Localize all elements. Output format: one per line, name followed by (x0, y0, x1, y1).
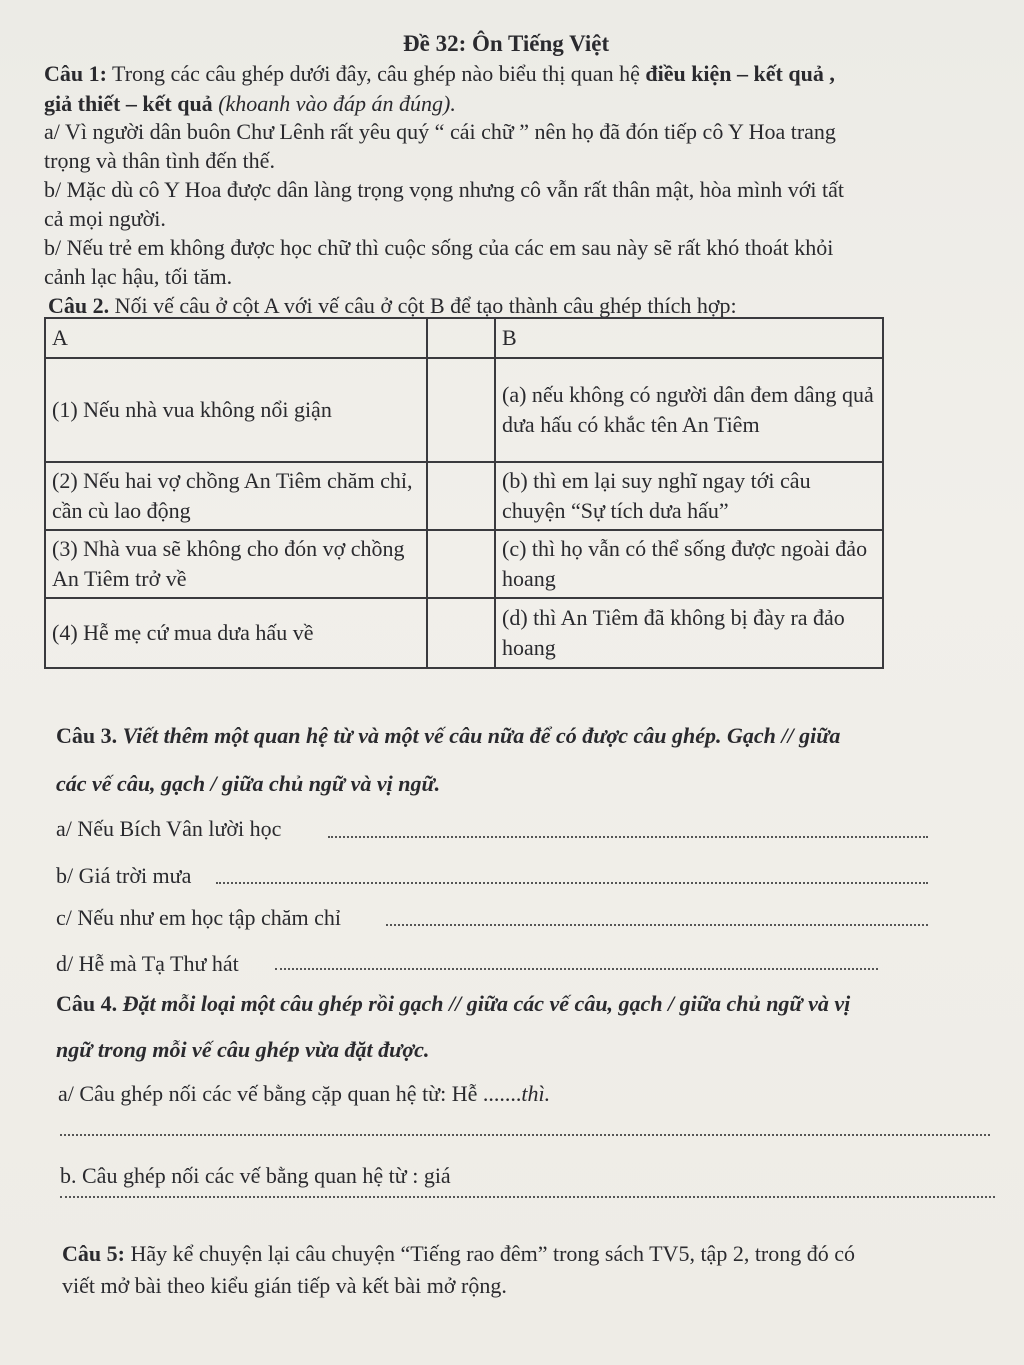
spacer-cell (427, 462, 495, 530)
q5-line2: viết mở bài theo kiểu gián tiếp và kết bài mở rộng. (62, 1273, 507, 1298)
q1-label: Câu 1: (44, 61, 107, 86)
q1-option-b-line1: b/ Mặc dù cô Y Hoa được dân làng trọng vọng nhưng cô vẫn rất thân mật, hòa mình với tất (44, 177, 845, 202)
table-row (45, 358, 883, 462)
q3-item-a: a/ Nếu Bích Vân lười học (56, 816, 282, 841)
spacer-cell (427, 358, 495, 462)
col-b-cell: (c) thì họ vẫn có thể sống được ngoài đảo hoang (495, 530, 883, 598)
q1-option-a-line1: a/ Vì người dân buôn Chư Lênh rất yêu quý “ cái chữ ” nên họ đã đón tiếp cô Y Hoa trang (44, 119, 836, 144)
q5-text: Hãy kể chuyện lại câu chuyện “Tiếng rao đêm” trong sách TV5, tập 2, trong đó có (124, 1241, 856, 1266)
answer-line[interactable] (328, 836, 928, 838)
col-a-cell: (3) Nhà vua sẽ không cho đón vợ chồng An Tiêm trở về (45, 530, 427, 598)
q2-prompt (48, 292, 737, 320)
q4-label: Câu 4. (56, 991, 118, 1016)
q4-item-a (58, 1080, 550, 1108)
q3-item-c: c/ Nếu như em học tập chăm chỉ (56, 905, 341, 930)
col-a-cell: (1) Nếu nhà vua không nổi giận (45, 358, 427, 462)
col-a-cell: (2) Nếu hai vợ chồng An Tiêm chăm chỉ, cần cù lao động (45, 462, 427, 530)
table-row (45, 598, 883, 668)
col-b-header: B (495, 318, 883, 358)
page-title: Đề 32: Ôn Tiếng Việt (403, 31, 610, 56)
q4-item-a-then: thì. (521, 1081, 551, 1106)
q1-option-c-line2: cảnh lạc hậu, tối tăm. (44, 264, 233, 289)
matching-table (44, 317, 884, 669)
col-b-cell: (a) nếu không có người dân đem dâng quả dưa hấu có khắc tên An Tiêm (495, 358, 883, 462)
q1-instruction: (khoanh vào đáp án đúng). (212, 91, 456, 116)
q3-item-b: b/ Giá trời mưa (56, 863, 192, 888)
col-b-cell: (d) thì An Tiêm đã không bị đày ra đảo hoang (495, 598, 883, 668)
q3-label: Câu 3. (56, 723, 118, 748)
q4-prompt-line2: ngữ trong mỗi vế câu ghép vừa đặt được. (56, 1037, 430, 1062)
q3-prompt-line1 (56, 722, 840, 750)
spacer-cell (427, 318, 495, 358)
spacer-cell (427, 530, 495, 598)
col-a-cell: (4) Hễ mẹ cứ mua dưa hấu về (45, 598, 427, 668)
q4-item-a-text: a/ Câu ghép nối các vế bằng cặp quan hệ từ: Hễ (58, 1081, 483, 1106)
table-row (45, 530, 883, 598)
q1-option-c-line1: b/ Nếu trẻ em không được học chữ thì cuộc sống của các em sau này sẽ rất khó thoát khỏi (44, 235, 834, 260)
table-header-row (45, 318, 883, 358)
q5-label: Câu 5: (62, 1241, 125, 1266)
spacer-cell (427, 598, 495, 668)
answer-line[interactable] (386, 924, 928, 926)
q2-prompt-text: Nối vế câu ở cột A với vế câu ở cột B để tạo thành câu ghép thích hợp: (109, 293, 737, 318)
q5-line1 (62, 1240, 855, 1268)
q1-prompt-line2 (44, 90, 456, 118)
q4-item-b: b. Câu ghép nối các vế bằng quan hệ từ : giá (60, 1163, 451, 1188)
answer-line[interactable] (60, 1196, 995, 1198)
q1-option-b-line2: cả mọi người. (44, 206, 166, 231)
q1-prompt-line1 (44, 60, 835, 88)
q3-prompt: Viết thêm một quan hệ từ và một vế câu nữa để có được câu ghép. Gạch // giữa (117, 723, 841, 748)
q4-prompt: Đặt mỗi loại một câu ghép rồi gạch // giữa các vế câu, gạch / giữa chủ ngữ và vị (117, 991, 851, 1016)
table-row (45, 462, 883, 530)
q3-item-d: d/ Hễ mà Tạ Thư hát (56, 951, 239, 976)
q2-label: Câu 2. (48, 293, 110, 318)
q1-prompt: Trong các câu ghép dưới đây, câu ghép nào biểu thị quan hệ (106, 61, 646, 86)
answer-line[interactable] (216, 882, 928, 884)
answer-line[interactable] (275, 968, 878, 970)
q1-option-a-line2: trọng và thân tình đến thế. (44, 148, 275, 173)
q3-prompt-line2: các vế câu, gạch / giữa chủ ngữ và vị ngữ. (56, 771, 441, 796)
q1-prompt-bold: điều kiện – kết quả , (645, 61, 835, 86)
q4-prompt-line1 (56, 990, 850, 1018)
col-b-cell: (b) thì em lại suy nghĩ ngay tới câu chuyện “Sự tích dưa hấu” (495, 462, 883, 530)
col-a-header: A (45, 318, 427, 358)
answer-line[interactable] (60, 1134, 990, 1136)
q1-prompt-bold2: giả thiết – kết quả (44, 91, 213, 116)
q4-item-a-dots: ....... (482, 1081, 522, 1106)
